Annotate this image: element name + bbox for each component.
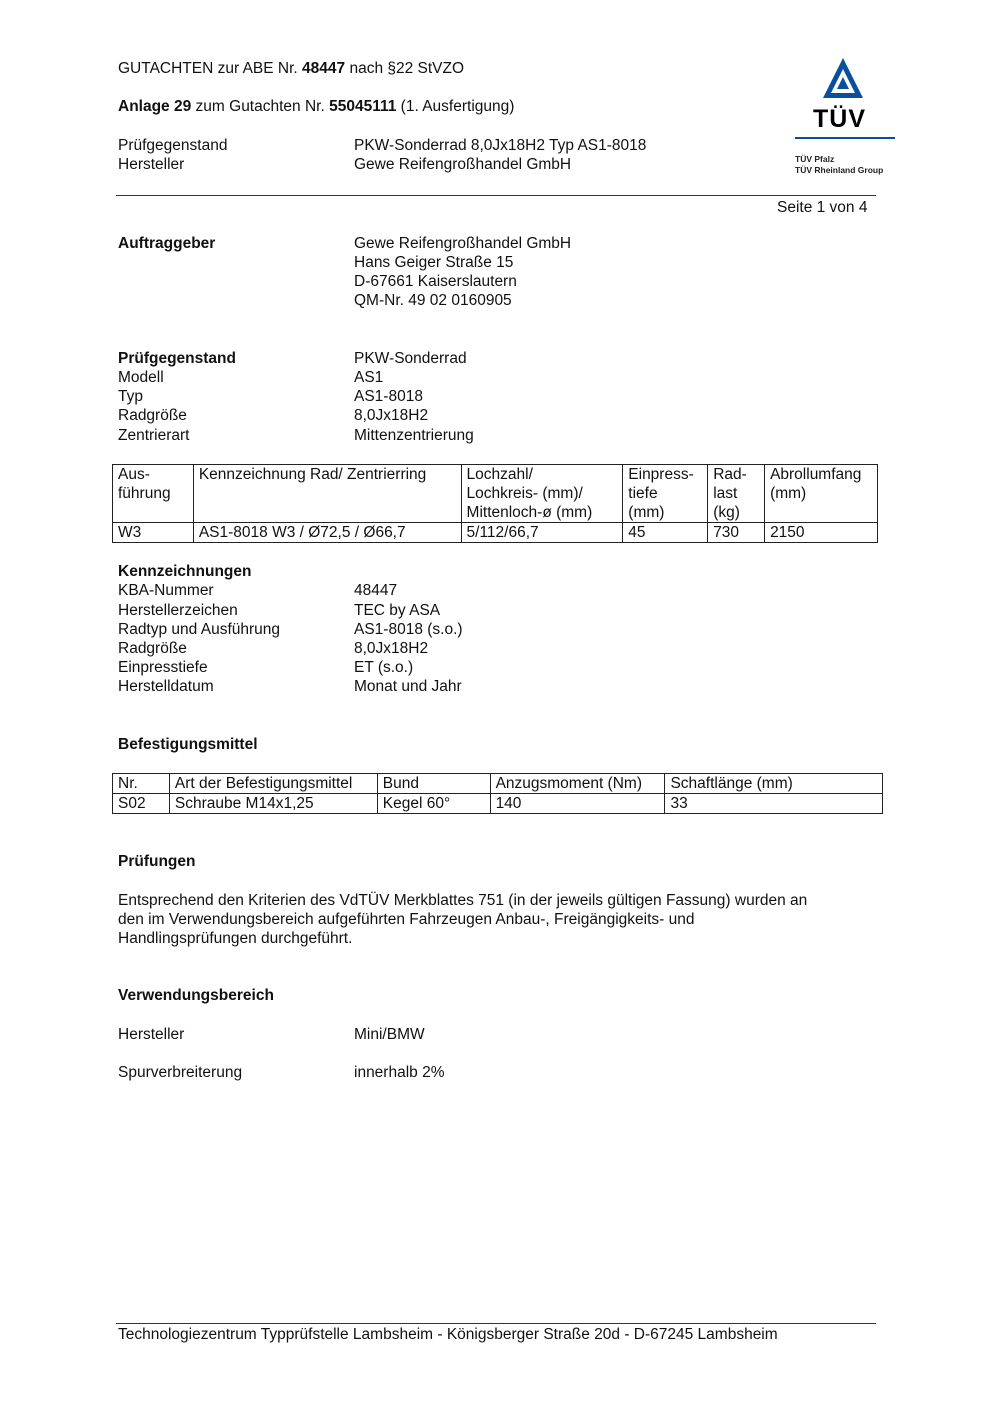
rad-header-text: Abrollumfang — [770, 466, 862, 483]
befestigung-row — [113, 794, 883, 814]
auftraggeber-qm-nr: QM-Nr. 49 02 0160905 — [354, 292, 512, 309]
verwendungsbereich-title — [118, 986, 274, 1005]
bef-cell-nr: S02 — [113, 794, 170, 814]
vb-hersteller-label: Hersteller — [118, 1026, 185, 1043]
kz-label: Herstelldatum — [118, 678, 214, 695]
pg-title: Prüfgegenstand — [118, 350, 236, 367]
pruefungen-title-text: Prüfungen — [118, 853, 196, 870]
header-line-abe — [118, 59, 464, 78]
auftraggeber-address — [354, 234, 571, 310]
bef-cell-anzugsmoment: 140 — [490, 794, 665, 814]
header-divider — [116, 195, 876, 196]
rad-header-cell — [461, 465, 623, 523]
pruefungen-line: Entsprechend den Kriterien des VdTÜV Merkblattes 751 (in der jeweils gültigen Fassung) wurden an — [118, 892, 808, 909]
rad-header-text: Aus- — [118, 466, 150, 483]
pruefungen-title — [118, 852, 196, 871]
rad-header-text: (kg) — [713, 504, 740, 521]
header-hersteller-label: Hersteller — [118, 156, 185, 173]
bef-header-schaftlaenge: Schaftlänge (mm) — [665, 774, 883, 794]
bef-header-bund: Bund — [377, 774, 490, 794]
rad-header-text: last — [713, 485, 738, 502]
bef-cell-art: Schraube M14x1,25 — [169, 794, 377, 814]
pg-label: Zentrierart — [118, 427, 190, 444]
befestigung-title — [118, 735, 258, 754]
pg-label: Typ — [118, 388, 143, 405]
rad-header-text: führung — [118, 485, 171, 502]
gutachten-number: 55045111 — [329, 98, 397, 115]
rad-header-text: Mittenloch-ø (mm) — [466, 504, 593, 521]
bef-cell-bund: Kegel 60° — [377, 794, 490, 814]
footer-text: Technologiezentrum Typprüfstelle Lambsheim - Königsberger Straße 20d - D-67245 Lambsheim — [118, 1326, 778, 1343]
befestigung-header — [113, 774, 883, 794]
bef-cell-schaftlaenge: 33 — [665, 794, 883, 814]
anlage-label: Anlage 29 — [118, 98, 192, 115]
header-line-anlage — [118, 97, 514, 116]
pg-value: Mittenzentrierung — [354, 427, 474, 444]
kennzeichnungen-title-text: Kennzeichnungen — [118, 563, 252, 580]
rad-header-text: Kennzeichnung Rad/ Zentrierring — [198, 466, 427, 483]
kz-label: KBA-Nummer — [118, 582, 214, 599]
vb-spur-label: Spurverbreiterung — [118, 1064, 243, 1081]
header-pruefgegenstand-label: Prüfgegenstand — [118, 137, 228, 154]
rad-header-text: (mm) — [628, 504, 665, 521]
rad-header-cell — [623, 465, 708, 523]
rad-header-cell — [113, 465, 194, 523]
anlage-mid: zum Gutachten Nr. — [195, 98, 325, 115]
tuev-logo — [795, 56, 895, 178]
rad-header-cell — [765, 465, 878, 523]
rad-cell-einpresstiefe: 45 — [623, 523, 708, 543]
kz-label: Einpresstiefe — [118, 659, 208, 676]
tuev-rheinland-text: TÜV Rheinland Group — [795, 165, 884, 175]
auftraggeber-label: Auftraggeber — [118, 235, 216, 252]
rad-header-text: (mm) — [770, 485, 807, 502]
rad-header-text: Rad- — [713, 466, 747, 483]
kz-value: ET (s.o.) — [354, 659, 414, 676]
rad-header-text: Lochkreis- (mm)/ — [466, 485, 583, 502]
pruefungen-text — [118, 891, 807, 948]
pg-value: AS1-8018 — [354, 388, 423, 405]
befestigung-table — [112, 773, 883, 814]
bef-header-nr: Nr. — [113, 774, 170, 794]
auftraggeber-title — [118, 234, 215, 253]
pg-label: Radgröße — [118, 407, 187, 424]
kz-label: Herstellerzeichen — [118, 602, 238, 619]
tuev-brand-text: TÜV — [813, 105, 866, 133]
page-number: Seite 1 von 4 — [777, 199, 868, 216]
pg-label: Modell — [118, 369, 164, 386]
pg-value: PKW-Sonderrad — [354, 350, 467, 367]
rad-cell-ausfuehrung: W3 — [113, 523, 194, 543]
kz-value: Monat und Jahr — [354, 678, 462, 695]
befestigung-title-text: Befestigungsmittel — [118, 736, 258, 753]
bef-header-art: Art der Befestigungsmittel — [169, 774, 377, 794]
kz-label: Radgröße — [118, 640, 187, 657]
anlage-suffix: (1. Ausfertigung) — [400, 98, 515, 115]
abe-number: 48447 — [302, 60, 346, 77]
rad-header-cell — [708, 465, 765, 523]
rad-table-header — [113, 465, 878, 523]
kz-label: Radtyp und Ausführung — [118, 621, 281, 638]
vb-spur-value: innerhalb 2% — [354, 1064, 445, 1081]
tuev-pfalz-text: TÜV Pfalz — [795, 154, 835, 164]
rad-cell-radlast: 730 — [708, 523, 765, 543]
header-hersteller-value: Gewe Reifengroßhandel GmbH — [354, 156, 572, 173]
header-pruefgegenstand-value: PKW-Sonderrad 8,0Jx18H2 Typ AS1-8018 — [354, 137, 647, 154]
rad-header-text: Lochzahl/ — [466, 466, 533, 483]
pruefungen-line: den im Verwendungsbereich aufgeführten Fahrzeugen Anbau-, Freigängigkeits- und — [118, 911, 695, 928]
rad-cell-kennzeichnung: AS1-8018 W3 / Ø72,5 / Ø66,7 — [193, 523, 461, 543]
abe-suffix: nach §22 StVZO — [349, 60, 465, 77]
kz-value: 48447 — [354, 582, 398, 599]
auftraggeber-company: Gewe Reifengroßhandel GmbH — [354, 235, 572, 252]
pg-value: 8,0Jx18H2 — [354, 407, 429, 424]
vb-hersteller-value: Mini/BMW — [354, 1026, 425, 1043]
kz-value: AS1-8018 (s.o.) — [354, 621, 463, 638]
pg-value: AS1 — [354, 369, 384, 386]
rad-header-cell — [193, 465, 461, 523]
footer-divider — [116, 1323, 876, 1324]
abe-prefix: GUTACHTEN zur ABE Nr. — [118, 60, 298, 77]
kz-value: 8,0Jx18H2 — [354, 640, 429, 657]
bef-header-anzugsmoment: Anzugsmoment (Nm) — [490, 774, 665, 794]
kennzeichnungen-title — [118, 562, 251, 581]
pruefungen-line: Handlingsprüfungen durchgeführt. — [118, 930, 353, 947]
rad-header-text: Einpress- — [628, 466, 694, 483]
kz-value: TEC by ASA — [354, 602, 441, 619]
rad-header-text: tiefe — [628, 485, 658, 502]
rad-cell-abrollumfang: 2150 — [765, 523, 878, 543]
rad-cell-lochkreis: 5/112/66,7 — [461, 523, 623, 543]
rad-table-row — [113, 523, 878, 543]
rad-table — [112, 464, 878, 543]
auftraggeber-street: Hans Geiger Straße 15 — [354, 254, 514, 271]
verwendungsbereich-title-text: Verwendungsbereich — [118, 987, 274, 1004]
auftraggeber-city: D-67661 Kaiserslautern — [354, 273, 517, 290]
